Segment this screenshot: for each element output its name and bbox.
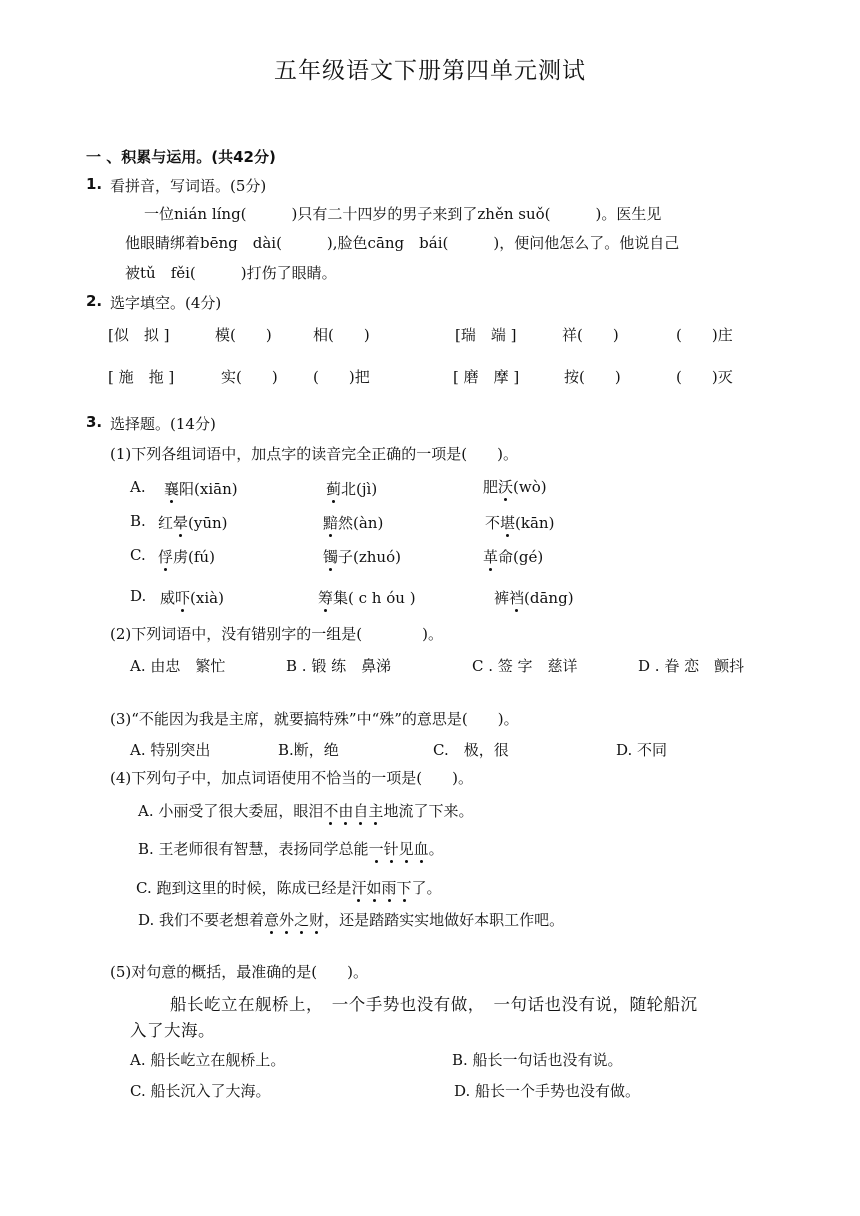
dotted-char: 吓 [175, 589, 191, 607]
option-d: D. 我们不要老想着意外之财，还是踏踏实实地做好本职工作吧。 [138, 911, 565, 929]
option-c: C. 跑到这里的时候，陈成已经是汗如雨下了。 [136, 879, 442, 897]
option-a: A. 特别突出 [130, 741, 211, 759]
option-b: B. 船长一句话也没有说。 [452, 1051, 623, 1069]
dotted-char: 由 [338, 802, 354, 820]
q2-blank: 按( ) [564, 368, 621, 386]
dotted-char: 一 [368, 840, 384, 858]
section-heading: 一 、积累与运用。(共42分) [86, 148, 276, 166]
option-word: 裤裆(dāng) [494, 589, 574, 607]
option-word: 肥沃(wò) [483, 478, 547, 496]
dotted-char: 见 [398, 840, 414, 858]
dotted-char: 意 [264, 911, 280, 929]
option-word: 襄阳(xiān) [164, 480, 238, 498]
dotted-char: 主 [368, 802, 384, 820]
q1-line-3: 被tǔ fěi( )打伤了眼睛。 [125, 264, 337, 282]
option-word: 威吓(xià) [160, 589, 224, 607]
dotted-phrase [369, 840, 429, 858]
q2-blank: 相( ) [313, 326, 370, 344]
quote-line-2: 入了大海。 [130, 1021, 215, 1040]
option-b: B . 锻 练 鼻涕 [286, 657, 392, 675]
q3-2-stem: (2)下列词语中，没有错别字的一组是( )。 [110, 625, 443, 643]
option-word: 革命(gé) [483, 548, 544, 566]
option-a: A. 由忠 繁忙 [130, 657, 226, 675]
option-d: D. 船长一个手势也没有做。 [454, 1082, 641, 1100]
q1-number: 1. [86, 175, 103, 193]
dotted-char: 针 [383, 840, 399, 858]
option-word: 镯子(zhuó) [323, 548, 401, 566]
dotted-char: 裆 [509, 589, 525, 607]
option-word: 筹集( c h óu ) [318, 589, 416, 607]
q2-blank: ( )庄 [676, 326, 733, 344]
q3-heading: 选择题。(14分) [110, 415, 216, 433]
dotted-char: 下 [396, 879, 412, 897]
q1-heading: 看拼音，写词语。(5分) [110, 177, 267, 195]
option-label: C. [130, 546, 146, 564]
option-c: C. 船长沉入了大海。 [130, 1082, 271, 1100]
option-d: D. 不同 [616, 741, 668, 759]
dotted-char: 晕 [173, 514, 189, 532]
q2-group-2-chars: [瑞 端 ] [455, 326, 517, 344]
dotted-char: 自 [353, 802, 369, 820]
option-c: C . 签 字 慈详 [472, 657, 578, 675]
option-d: D . 眷 恋 颤抖 [638, 657, 745, 675]
option-word: 俘虏(fú) [158, 548, 215, 566]
option-a: A. 船长屹立在舰桥上。 [130, 1051, 286, 1069]
dotted-char: 外 [279, 911, 295, 929]
dotted-char: 革 [483, 548, 499, 566]
q3-3-stem: (3)“不能因为我是主席，就要搞特殊”中“殊”的意思是( )。 [110, 710, 519, 728]
option-a: A. 小丽受了很大委屈，眼泪不由自主地流了下来。 [138, 802, 474, 820]
option-word: 不堪(kān) [485, 514, 555, 532]
q2-blank: ( )把 [313, 368, 370, 386]
q2-group-3-chars: [ 施 拖 ] [108, 368, 175, 386]
dotted-char: 俘 [158, 548, 174, 566]
dotted-phrase [323, 802, 383, 820]
q2-group-4-chars: [ 磨 摩 ] [453, 368, 520, 386]
dotted-char: 镯 [323, 548, 339, 566]
page-title: 五年级语文下册第四单元测试 [274, 58, 586, 84]
option-c: C. 极，很 [433, 741, 509, 759]
dotted-char: 沃 [498, 478, 514, 496]
dotted-char: 筹 [318, 589, 334, 607]
dotted-char: 不 [323, 802, 339, 820]
q3-5-stem: (5)对句意的概括，最准确的是( )。 [110, 963, 368, 981]
option-word: 红晕(yūn) [158, 514, 228, 532]
dotted-char: 雨 [381, 879, 397, 897]
dotted-char: 汗 [351, 879, 367, 897]
q2-blank: 实( ) [221, 368, 278, 386]
dotted-char: 襄 [164, 480, 180, 498]
option-word: 蓟北(jì) [326, 480, 378, 498]
dotted-phrase [351, 879, 411, 897]
q1-line-1: 一位nián líng( )只有二十四岁的男子来到了zhěn suǒ( )。医生见 [144, 205, 662, 223]
option-b: B.断，绝 [278, 741, 339, 759]
dotted-char: 堪 [500, 514, 516, 532]
option-label: A. [130, 478, 146, 496]
quote-line-1: 船长屹立在舰桥上， 一个手势也没有做， 一句话也没有说，随轮船沉 [170, 995, 698, 1014]
dotted-char: 黯 [323, 514, 339, 532]
q2-group-1-chars: [似 拟 ] [108, 326, 170, 344]
q2-blank: 祥( ) [562, 326, 619, 344]
option-label: D. [130, 587, 147, 605]
dotted-char: 之 [294, 911, 310, 929]
q3-4-stem: (4)下列句子中，加点词语使用不恰当的一项是( )。 [110, 769, 473, 787]
option-b: B. 王老师很有智慧，表扬同学总能一针见血。 [138, 840, 444, 858]
q3-1-stem: (1)下列各组词语中，加点字的读音完全正确的一项是( )。 [110, 445, 518, 463]
q2-blank: 模( ) [215, 326, 272, 344]
dotted-char: 财 [309, 911, 325, 929]
q1-line-2: 他眼睛绑着bēng dài( ),脸色cāng bái( )，便问他怎么了。他说自己 [125, 234, 680, 252]
q2-heading: 选字填空。(4分) [110, 294, 222, 312]
q2-blank: ( )灭 [676, 368, 733, 386]
dotted-phrase [264, 911, 324, 929]
dotted-char: 血 [413, 840, 429, 858]
dotted-char: 如 [366, 879, 382, 897]
dotted-char: 蓟 [326, 480, 342, 498]
q2-number: 2. [86, 292, 103, 310]
option-word: 黯然(àn) [323, 514, 384, 532]
option-label: B. [130, 512, 146, 530]
q3-number: 3. [86, 413, 103, 431]
